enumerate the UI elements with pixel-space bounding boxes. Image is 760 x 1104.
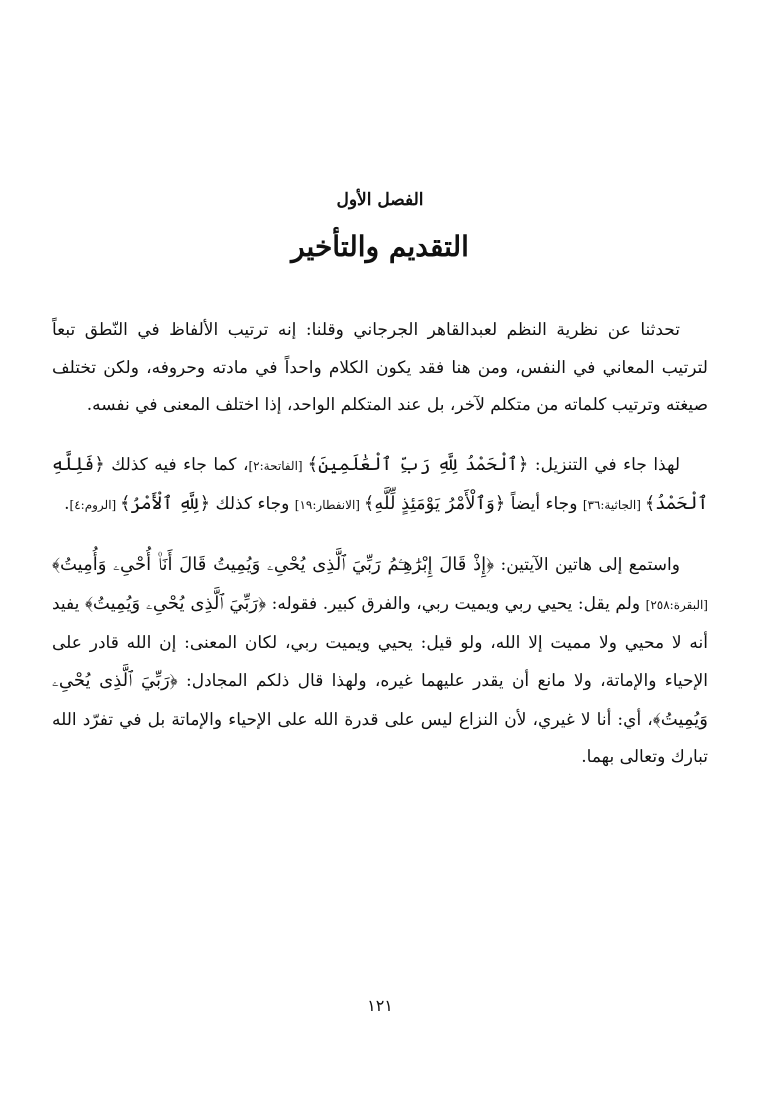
paragraph-two-verses (52, 546, 708, 777)
quran-verse: ﴿وَٱلْأَمْرُ يَوْمَئِذٍ لِّلَّهِ﴾ (363, 493, 506, 514)
paragraph-intro: تحدثنا عن نظرية النظم لعبدالقاهر الجرجاني وقلنا: إنه ترتيب الألفاظ في النّطق تبعاً لترتيب المعاني في النفس، ومن هنا فقد يكون الكلام واحداً في مادته وحروفه، ولكن تختلف صيغته وترتيب كلماته من متكلم لآخر، بل عند المتكلم الواحد، إذا اختلف المعنى في نفسه. (52, 320, 708, 415)
quran-verse: ﴿فَلِلَّهِ ٱلْحَمْدُ﴾ (52, 453, 708, 514)
body-text (52, 312, 708, 798)
quran-verse: ﴿ٱلْحَمْدُ لِلَّهِ رَبِّ ٱلْعَٰلَمِينَ﴾ (307, 453, 529, 475)
text-segment: لهذا جاء في التنزيل: (528, 454, 681, 475)
text-segment: واستمع إلى هاتين الآيتين: (494, 554, 680, 575)
text-segment: ، أي: أنا لا غيري، لأن النزاع ليس على قدرة الله على الإحياء والإماتة بل في تفرّد الله تبارك وتعالى بهما. (52, 709, 708, 767)
text-segment: يفيد أنه لا محيي ولا مميت إلا الله، ولو قيل: يحيي ويميت ربي، لكان المعنى: إن الله قادر على الإحياء والإماتة، ولا مانع أن يقدر عليهما غيره، ولهذا قال ذلكم المجادل: (52, 594, 708, 691)
text-segment: ولم يقل: يحيي ربي ويميت ربي، والفرق كبير. فقوله: (266, 594, 646, 614)
quran-verse: ﴿إِذْ قَالَ إِبْرَٰهِـۧمُ رَبِّيَ ٱلَّذِى يُحْىِۦ وَيُمِيتُ قَالَ أَنَا۠ أُحْىِۦ وَأُمِيتُ﴾ (52, 553, 495, 575)
text-segment: وجاء كذلك (210, 494, 295, 514)
chapter-title: التقديم والتأخير (291, 230, 469, 263)
text-segment: . (64, 494, 70, 514)
text-segment: ، كما جاء فيه كذلك (104, 454, 249, 475)
verse-reference: [الجاثية:٣٦] (582, 498, 645, 512)
quran-verse: ﴿لِلَّهِ ٱلْأَمْرُ﴾ (120, 493, 211, 514)
quran-verse: ﴿رَبِّيَ ٱلَّذِى يُحْىِۦ وَيُمِيتُ﴾ (84, 593, 267, 614)
verse-reference: [البقرة:٢٥٨] (645, 598, 708, 612)
verse-reference: [الروم:٤] (69, 498, 121, 512)
chapter-label: الفصل الأول (336, 190, 424, 210)
verse-reference: [الانفطار:١٩] (294, 498, 364, 512)
page-number: ١٢١ (367, 996, 393, 1015)
verse-reference: [الفاتحة:٢] (248, 458, 308, 473)
text-segment: وجاء أيضاً (505, 494, 583, 514)
paragraph-quran-examples (52, 446, 708, 525)
quran-verse: ﴿رَبِّيَ ٱلَّذِى يُحْىِۦ وَيُمِيتُ﴾ (52, 670, 708, 730)
